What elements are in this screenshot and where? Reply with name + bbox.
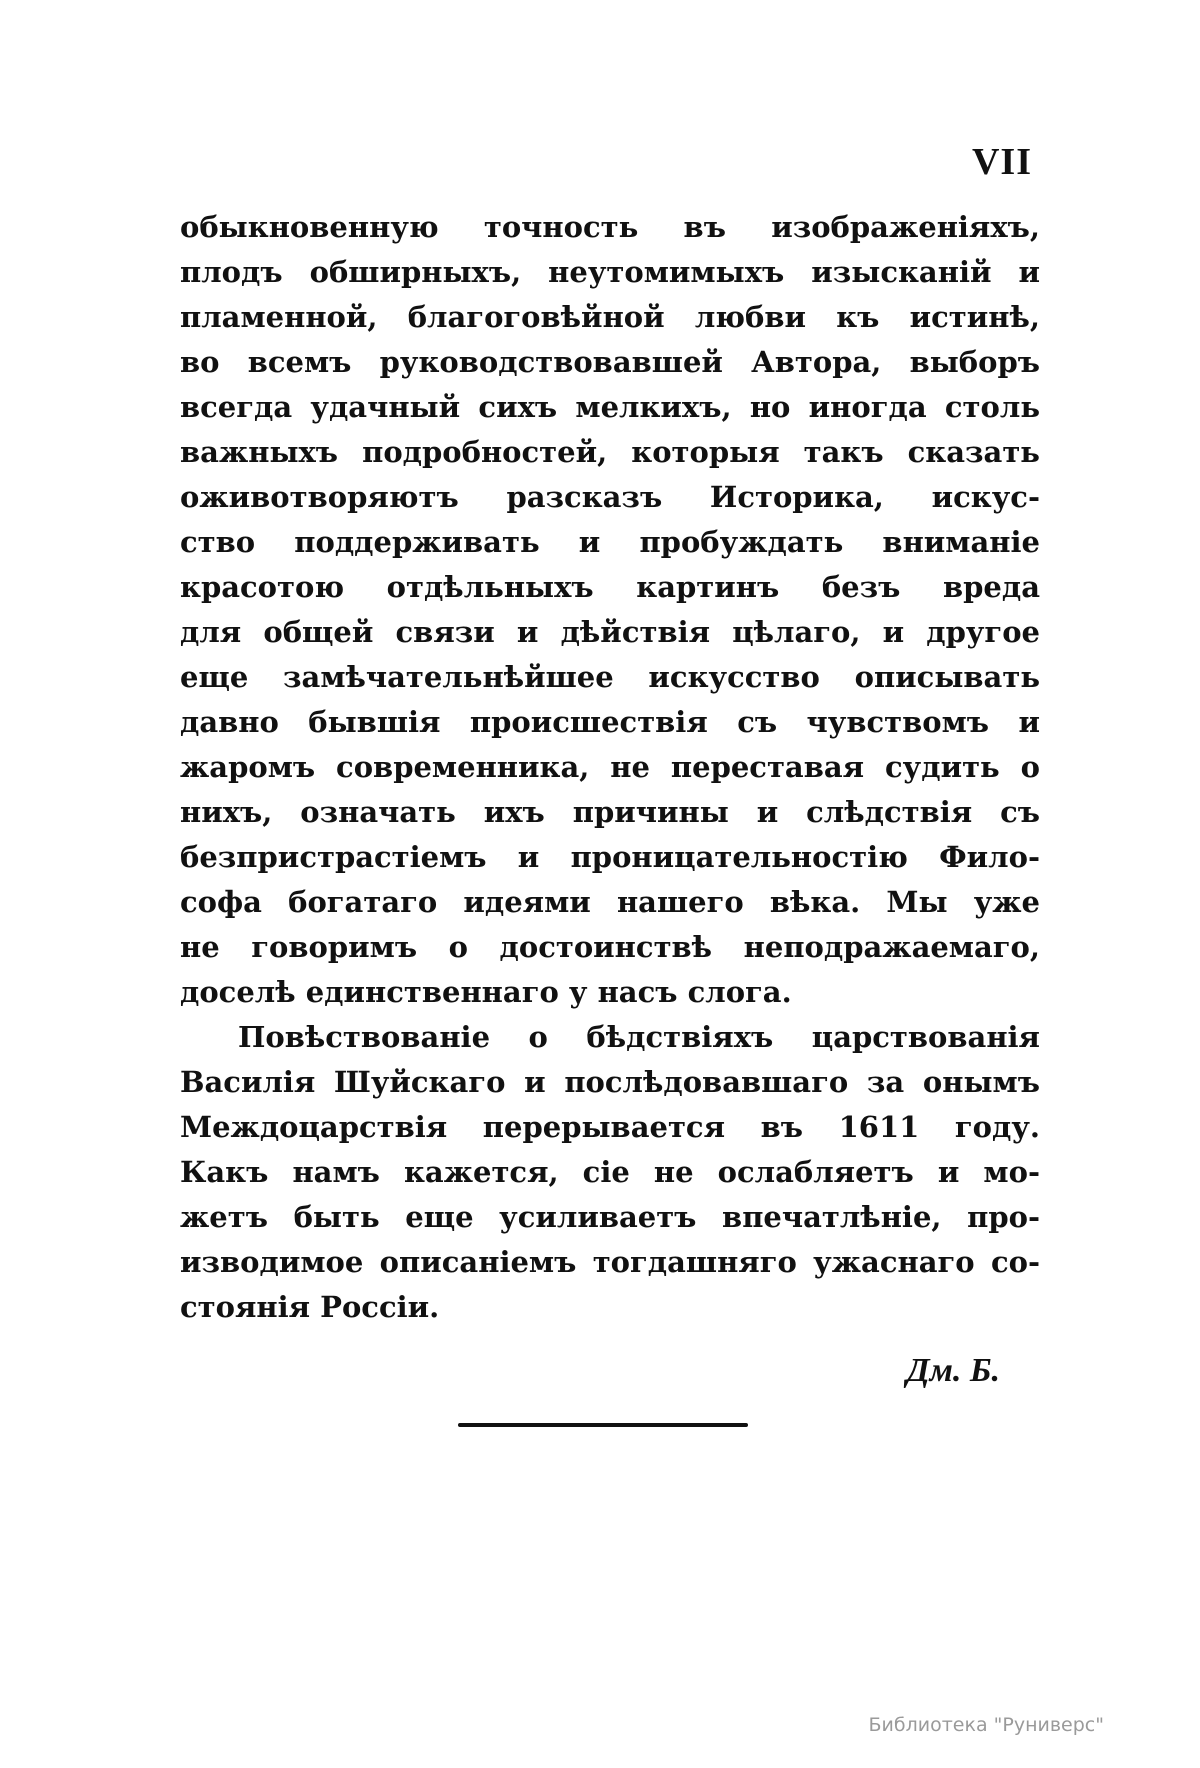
text-line: Междоцарствія перерывается въ 1611 году. <box>180 1110 1040 1144</box>
text-line: плодъ обширныхъ, неутомимыхъ изысканій и <box>180 255 1040 289</box>
author-signature: Дм. Б. <box>906 1352 1000 1389</box>
text-line: Повѣствованіе о бѣдствіяхъ царствованія <box>238 1020 1040 1054</box>
text-line: ство поддерживать и пробуждать вниманіе <box>180 525 1040 559</box>
text-line: во всемъ руководствовавшей Автора, выборъ <box>180 345 1040 379</box>
text-line: красотою отдѣльныхъ картинъ безъ вреда <box>180 570 1040 604</box>
text-line: безпристрастіемъ и проницательностію Фило- <box>180 840 1040 874</box>
text-line: пламенной, благоговѣйной любви къ истинѣ, <box>180 300 1040 334</box>
text-line: стоянія Россіи. <box>180 1290 440 1324</box>
text-line: для общей связи и дѣйствія цѣлаго, и другое <box>180 615 1040 649</box>
text-line: давно бывшія происшествія съ чувствомъ и <box>180 705 1040 739</box>
library-watermark: Библиотека "Руниверс" <box>868 1714 1104 1736</box>
paragraph-2 <box>180 1015 1040 1330</box>
text-line: Какъ намъ кажется, сіе не ослабляетъ и мо- <box>180 1155 1040 1189</box>
text-line: Василія Шуйскаго и послѣдовавшаго за онымъ <box>180 1065 1040 1099</box>
page-number: VII <box>971 141 1032 183</box>
text-line: нихъ, означать ихъ причины и слѣдствія съ <box>180 795 1040 829</box>
text-line: оживотворяютъ разсказъ Историка, искус- <box>180 480 1040 514</box>
body-text <box>180 205 1040 1330</box>
text-line: обыкновенную точность въ изображеніяхъ, <box>180 210 1040 244</box>
text-line: софа богатаго идеями нашего вѣка. Мы уже <box>180 885 1040 919</box>
text-line: жаромъ современника, не переставая судить о <box>180 750 1040 784</box>
paragraph-1 <box>180 205 1040 1015</box>
text-line: жетъ быть еще усиливаетъ впечатлѣніе, про- <box>180 1200 1040 1234</box>
text-line: еще замѣчательнѣйшее искусство описывать <box>180 660 1040 694</box>
text-line: доселѣ единственнаго у насъ слога. <box>180 975 792 1009</box>
section-divider <box>458 1423 748 1427</box>
text-line: всегда удачный сихъ мелкихъ, но иногда столь <box>180 390 1040 424</box>
text-line: важныхъ подробностей, которыя такъ сказать <box>180 435 1040 469</box>
text-line: не говоримъ о достоинствѣ неподражаемаго, <box>180 930 1040 964</box>
text-line: изводимое описаніемъ тогдашняго ужаснаго со- <box>180 1245 1040 1279</box>
